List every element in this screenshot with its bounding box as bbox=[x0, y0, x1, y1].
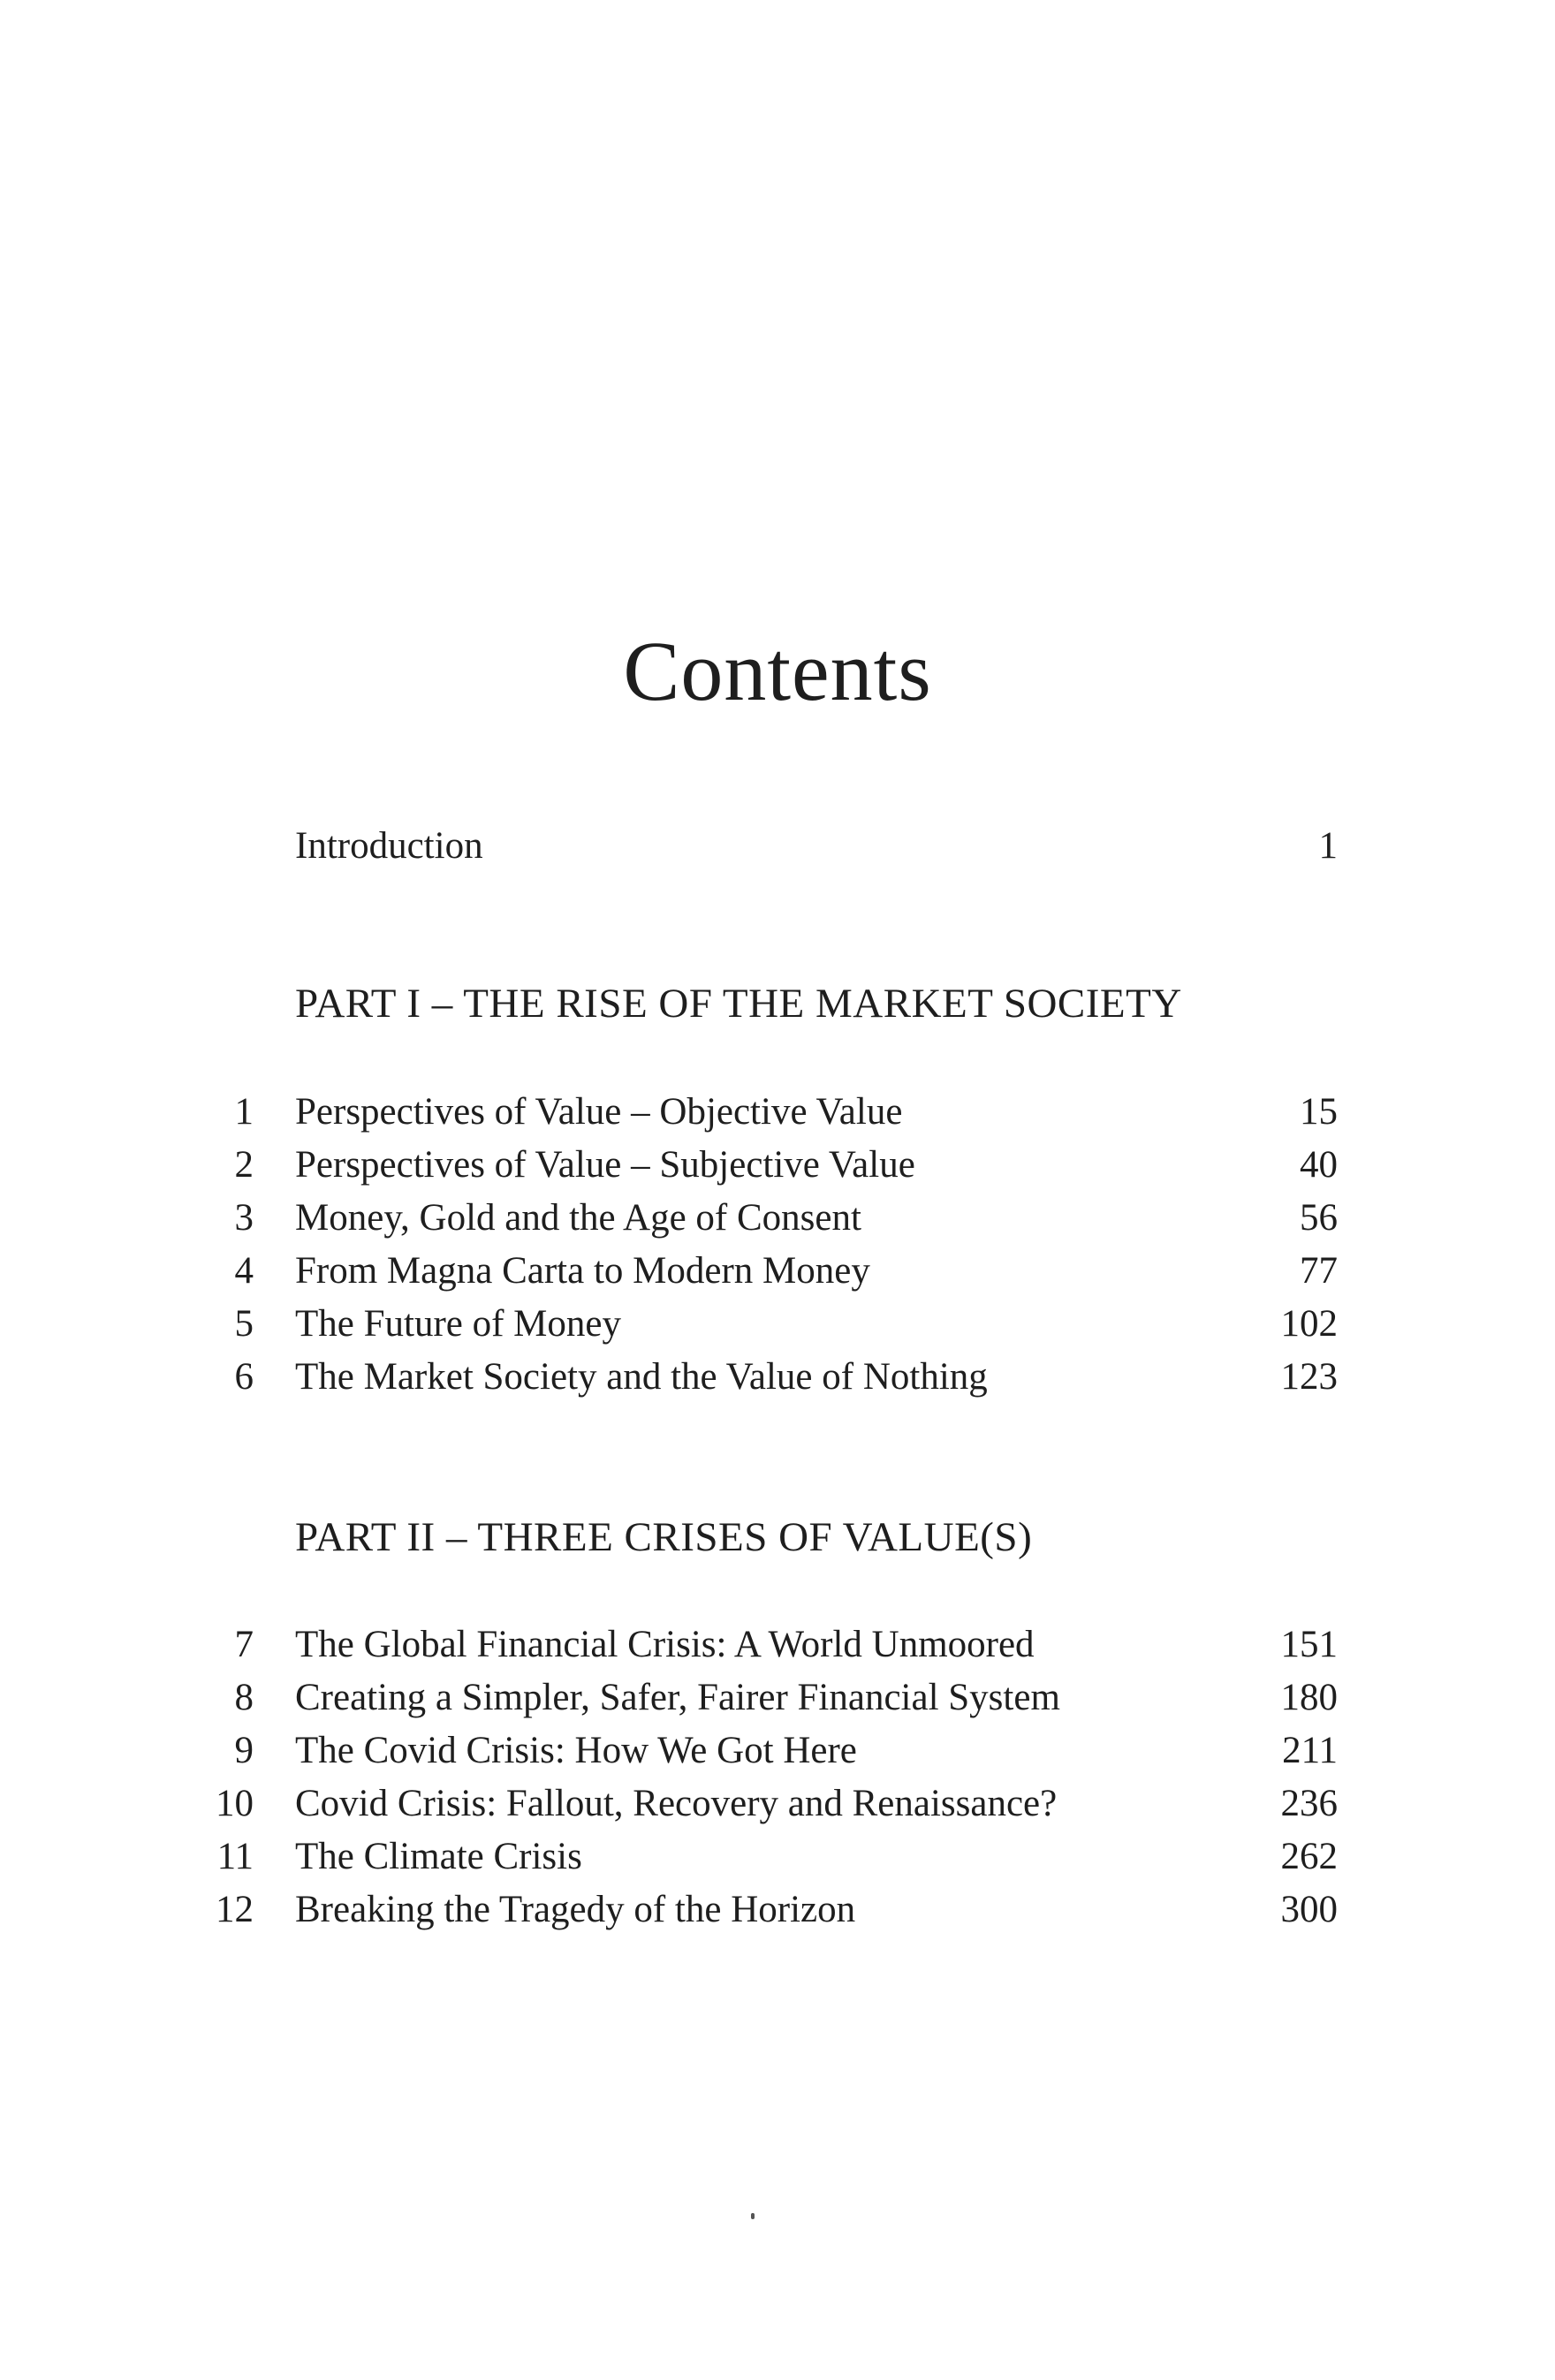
toc-entry bbox=[0, 1351, 1555, 1404]
chapter-number: 9 bbox=[234, 1730, 254, 1771]
page-title: Contents bbox=[623, 624, 932, 719]
toc-entry-page: 123 bbox=[1280, 1356, 1338, 1398]
scan-speck bbox=[751, 2213, 755, 2219]
chapter-number: 3 bbox=[234, 1197, 254, 1239]
chapter-number: 12 bbox=[216, 1889, 254, 1930]
toc-entry-page: 211 bbox=[1282, 1730, 1338, 1771]
toc-entry bbox=[0, 1139, 1555, 1192]
chapter-number: 7 bbox=[234, 1624, 254, 1665]
toc-entry bbox=[0, 1884, 1555, 1937]
toc-entry-introduction bbox=[0, 820, 1555, 873]
toc-entry-title: The Climate Crisis bbox=[295, 1836, 582, 1877]
toc-entry-title: The Covid Crisis: How We Got Here bbox=[295, 1730, 857, 1771]
toc-entry-title: Perspectives of Value – Objective Value bbox=[295, 1091, 903, 1133]
toc-entry bbox=[0, 1671, 1555, 1724]
toc-entry bbox=[0, 1245, 1555, 1298]
toc-entry-page: 300 bbox=[1280, 1889, 1338, 1930]
chapter-number: 2 bbox=[234, 1144, 254, 1186]
toc-entry-page: 262 bbox=[1280, 1836, 1338, 1877]
toc-entry-page: 1 bbox=[1318, 825, 1338, 867]
toc-entry-title: Covid Crisis: Fallout, Recovery and Renaissance? bbox=[295, 1783, 1058, 1824]
toc-entry-title: The Future of Money bbox=[295, 1303, 622, 1345]
toc-entry-title: Introduction bbox=[295, 825, 483, 867]
chapter-number: 8 bbox=[234, 1677, 254, 1718]
chapter-number: 1 bbox=[234, 1091, 254, 1133]
toc-entry bbox=[0, 1830, 1555, 1884]
chapter-number: 6 bbox=[234, 1356, 254, 1398]
chapter-number: 4 bbox=[234, 1250, 254, 1292]
chapter-number: 11 bbox=[216, 1836, 254, 1877]
toc-entry bbox=[0, 1298, 1555, 1351]
toc-entry-title: Creating a Simpler, Safer, Fairer Financial System bbox=[295, 1677, 1060, 1718]
toc-entry-title: The Market Society and the Value of Nothing bbox=[295, 1356, 988, 1398]
toc-entry bbox=[0, 1086, 1555, 1139]
toc-entry-page: 151 bbox=[1280, 1624, 1338, 1665]
toc-entry-page: 40 bbox=[1300, 1144, 1338, 1186]
toc-entry-page: 56 bbox=[1300, 1197, 1338, 1239]
toc-entry bbox=[0, 1192, 1555, 1245]
part-heading-2: PART II – THREE CRISES OF VALUE(S) bbox=[295, 1514, 1033, 1560]
toc-entry-page: 180 bbox=[1280, 1677, 1338, 1718]
toc-entry-page: 15 bbox=[1300, 1091, 1338, 1133]
part-heading-1: PART I – THE RISE OF THE MARKET SOCIETY bbox=[295, 981, 1182, 1027]
chapter-number: 5 bbox=[234, 1303, 254, 1345]
toc-entry-title: From Magna Carta to Modern Money bbox=[295, 1250, 870, 1292]
toc-entry-title: Perspectives of Value – Subjective Value bbox=[295, 1144, 915, 1186]
toc-entry-title: Money, Gold and the Age of Consent bbox=[295, 1197, 861, 1239]
toc-entry-title: The Global Financial Crisis: A World Unmoored bbox=[295, 1624, 1035, 1665]
toc-entry-title: Breaking the Tragedy of the Horizon bbox=[295, 1889, 856, 1930]
toc-entry bbox=[0, 1618, 1555, 1671]
toc-entry-page: 236 bbox=[1280, 1783, 1338, 1824]
chapter-number: 10 bbox=[216, 1783, 254, 1824]
toc-entry-page: 102 bbox=[1280, 1303, 1338, 1345]
toc-entry bbox=[0, 1777, 1555, 1830]
toc-entry-page: 77 bbox=[1300, 1250, 1338, 1292]
toc-entry bbox=[0, 1724, 1555, 1777]
